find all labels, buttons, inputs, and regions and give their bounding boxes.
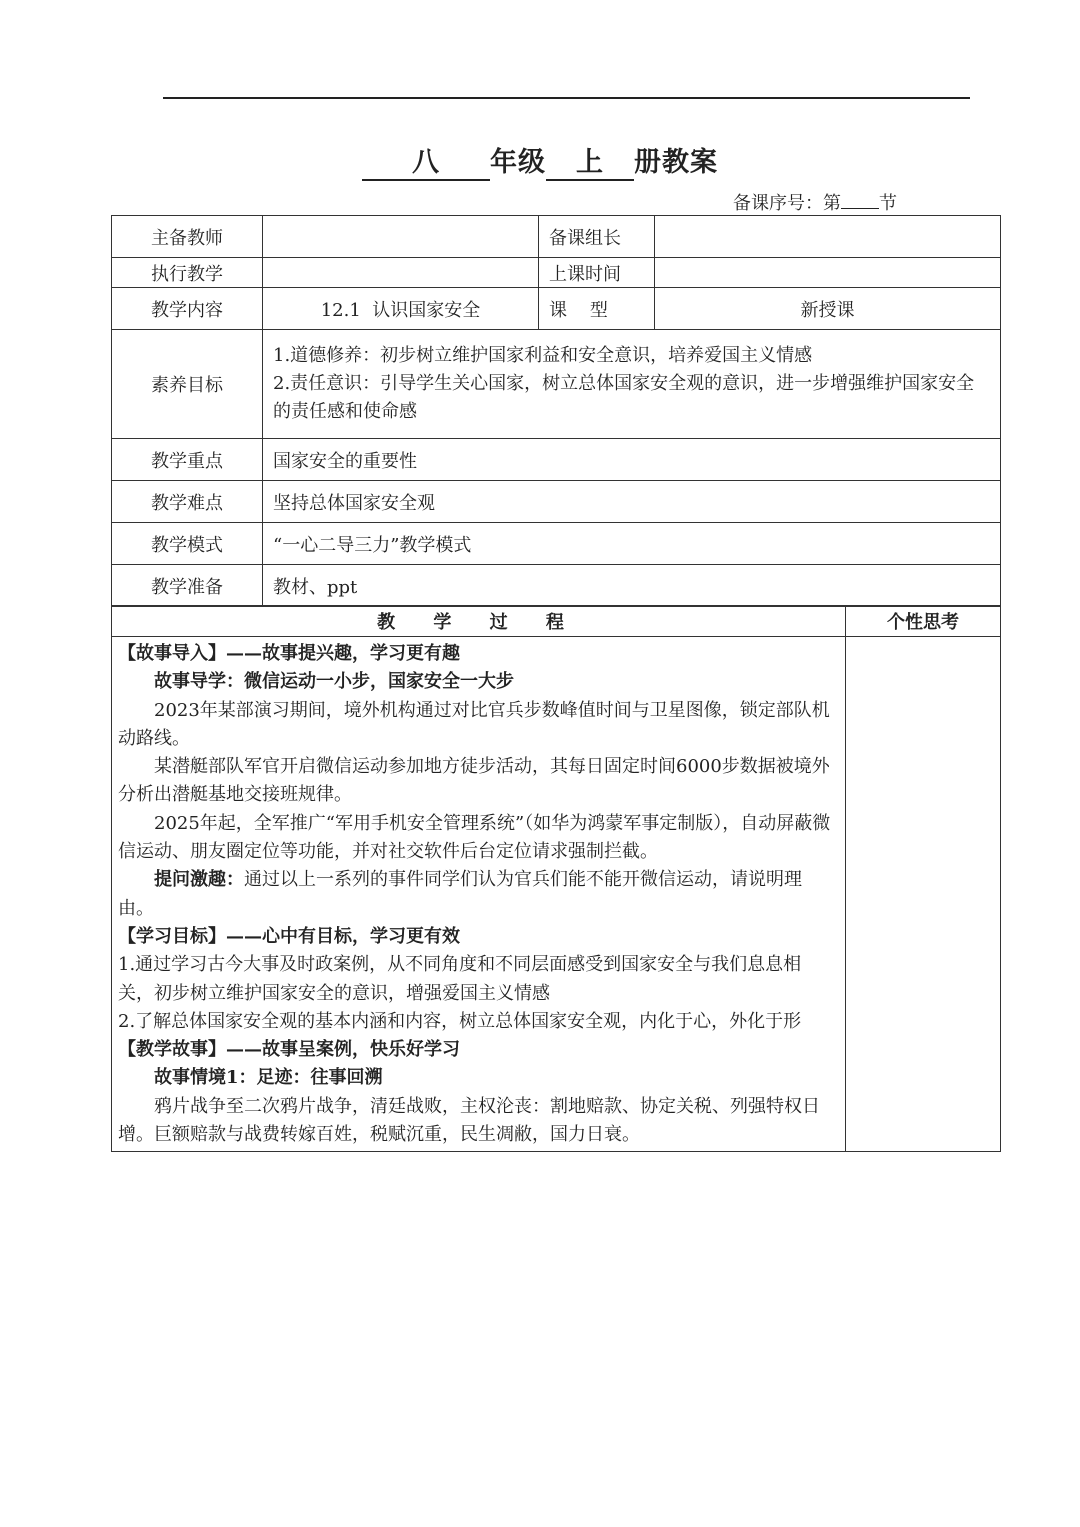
prep-label: 教学准备 xyxy=(112,565,263,607)
grade-suffix: 年级 xyxy=(490,147,546,178)
mode-label: 教学模式 xyxy=(112,523,263,565)
story-title: 故事导学：微信运动一小步，国家安全一大步 xyxy=(154,671,514,693)
serial-label: 备课序号：第 xyxy=(733,193,841,214)
serial-suffix: 节 xyxy=(879,193,897,214)
class-time-field xyxy=(655,258,1001,288)
process-header: 教 学 过 程 xyxy=(112,606,846,637)
table-row xyxy=(112,330,1001,439)
mode-value: “一心二导三力”教学模式 xyxy=(263,523,1001,565)
page-title xyxy=(0,140,1080,181)
volume-blank: 上 xyxy=(546,140,634,181)
lesson-serial xyxy=(733,189,897,215)
table-row xyxy=(112,606,1001,637)
lesson-info-table xyxy=(111,215,1001,607)
section-heading: 【故事导入】——故事提兴趣，学习更有趣 xyxy=(118,643,460,664)
paragraph: 某潜艇部队军官开启微信运动参加地方徒步活动，其每日固定时间6000步数据被境外分析出潜艇基地交接班规律。 xyxy=(118,756,830,806)
table-row xyxy=(112,637,1001,1152)
content-value: 12.1 认识国家安全 xyxy=(263,288,539,330)
difficulty-value: 坚持总体国家安全观 xyxy=(263,481,1001,523)
lead-teacher-label: 主备教师 xyxy=(112,216,263,258)
group-leader-label: 备课组长 xyxy=(539,216,655,258)
table-row xyxy=(112,288,1001,330)
goal-item: 2.责任意识：引导学生关心国家，树立总体国家安全观的意识，进一步增强维护国家安全的责任感和使命感 xyxy=(273,373,975,422)
content-label: 教学内容 xyxy=(112,288,263,330)
header-rule xyxy=(163,97,970,99)
section-heading: 【学习目标】——心中有目标，学习更有效 xyxy=(118,925,460,947)
group-leader-field xyxy=(655,216,1001,258)
question-paragraph xyxy=(118,866,837,923)
table-row xyxy=(112,216,1001,258)
table-row xyxy=(112,439,1001,481)
table-row xyxy=(112,481,1001,523)
process-table xyxy=(111,605,1001,1152)
volume-suffix: 册教案 xyxy=(634,147,718,178)
paragraph: 鸦片战争至二次鸦片战争，清廷战败，主权沦丧：割地赔款、协定关税、列强特权日增。巨额赔款与战费转嫁百姓，税赋沉重，民生凋敝，国力日衰。 xyxy=(118,1095,820,1146)
goal-item: 1.道德修养：初步树立维护国家利益和安全意识，培养爱国主义情感 xyxy=(273,345,813,366)
question-text: 通过以上一系列的事件同学们认为官兵们能不能开微信运动，请说明理由。 xyxy=(118,869,802,919)
lesson-type-value: 新授课 xyxy=(655,288,1001,330)
reflection-header: 个性思考 xyxy=(846,606,1001,637)
grade-blank: 八 xyxy=(362,140,490,181)
question-label: 提问激趣： xyxy=(154,869,244,891)
table-row xyxy=(112,565,1001,607)
prep-value: 教材、ppt xyxy=(263,565,1001,607)
difficulty-label: 教学难点 xyxy=(112,481,263,523)
key-point-label: 教学重点 xyxy=(112,439,263,481)
lead-teacher-field xyxy=(263,216,539,258)
section-heading: 【教学故事】——故事呈案例，快乐好学习 xyxy=(118,1039,460,1061)
table-row xyxy=(112,258,1001,288)
story-title: 故事情境1：足迹：往事回溯 xyxy=(154,1067,383,1089)
table-row xyxy=(112,523,1001,565)
serial-blank xyxy=(841,208,879,209)
objective-item: 2.了解总体国家安全观的基本内涵和内容，树立总体国家安全观，内化于心，外化于形 xyxy=(118,1010,802,1032)
goals-cell xyxy=(263,330,1001,439)
paragraph: 2025年起，全军推广“军用手机安全管理系统”（如华为鸿蒙军事定制版），自动屏蔽微信运动、朋友圈定位等功能，并对社交软件后台定位请求强制拦截。 xyxy=(118,812,831,863)
process-content xyxy=(112,637,846,1152)
objective-item: 1.通过学习古今大事及时政案例，从不同角度和不同层面感受到国家安全与我们息息相关，初步树立维护国家安全的意识，增强爱国主义情感 xyxy=(118,954,802,1004)
paragraph: 2023年某部演习期间，境外机构通过对比官兵步数峰值时间与卫星图像，锁定部队机动路线。 xyxy=(118,699,830,749)
exec-teacher-label: 执行教学 xyxy=(112,258,263,288)
exec-teacher-field xyxy=(263,258,539,288)
key-point-value: 国家安全的重要性 xyxy=(263,439,1001,481)
goals-label: 素养目标 xyxy=(112,330,263,439)
reflection-cell xyxy=(846,637,1001,1152)
lesson-type-label: 课 型 xyxy=(539,288,655,330)
class-time-label: 上课时间 xyxy=(539,258,655,288)
